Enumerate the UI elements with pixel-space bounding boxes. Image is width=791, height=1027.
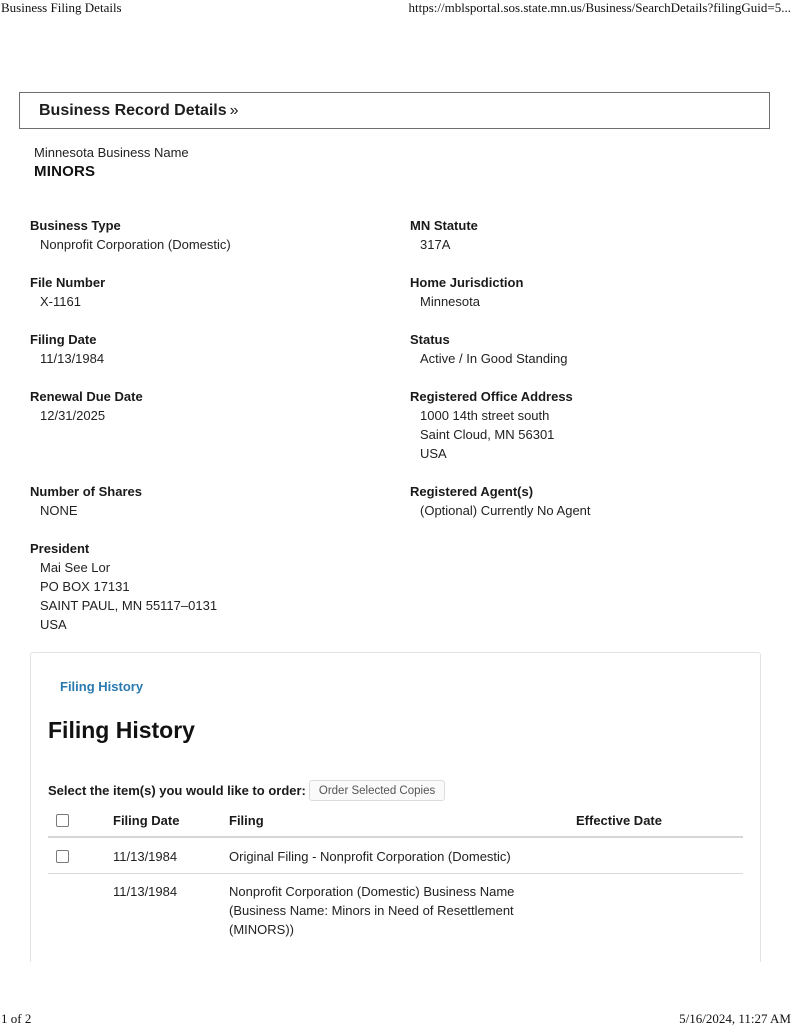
field-home-jurisdiction xyxy=(410,273,523,311)
row-filing-line: Original Filing - Nonprofit Corporation (Domestic) xyxy=(229,847,549,866)
filing-history-panel xyxy=(30,652,761,962)
field-label: Business Type xyxy=(30,216,231,235)
field-mn-statute xyxy=(410,216,478,254)
president-address-line: USA xyxy=(40,615,217,634)
field-label: Status xyxy=(410,330,567,349)
president-name: Mai See Lor xyxy=(40,558,217,577)
row-filing-line: (Business Name: Minors in Need of Resettlement xyxy=(229,901,549,920)
field-value: NONE xyxy=(40,501,142,520)
field-value: 12/31/2025 xyxy=(40,406,143,425)
row-filing-description xyxy=(229,847,549,866)
business-name-label: Minnesota Business Name xyxy=(34,145,189,160)
row-filing-line: Nonprofit Corporation (Domestic) Business Name xyxy=(229,882,549,901)
business-record-header xyxy=(19,92,770,129)
field-value: 11/13/1984 xyxy=(40,349,104,368)
president-address-line: SAINT PAUL, MN 55117–0131 xyxy=(40,596,217,615)
print-header-title: Business Filing Details xyxy=(1,0,122,16)
field-value: X-1161 xyxy=(40,292,105,311)
print-header-url: https://mblsportal.sos.state.mn.us/Business/SearchDetails?filingGuid=5... xyxy=(409,0,791,16)
filing-history-heading: Filing History xyxy=(48,717,195,744)
field-file-number xyxy=(30,273,105,311)
field-status xyxy=(410,330,567,368)
address-line: Saint Cloud, MN 56301 xyxy=(420,425,573,444)
business-name-value: MINORS xyxy=(34,163,95,180)
field-filing-date xyxy=(30,330,104,368)
order-selected-copies-button[interactable]: Order Selected Copies xyxy=(309,780,445,801)
field-number-of-shares xyxy=(30,482,142,520)
row-filing-date: 11/13/1984 xyxy=(113,847,177,866)
table-row xyxy=(48,874,743,954)
field-renewal-due-date xyxy=(30,387,143,425)
table-row xyxy=(48,838,743,874)
order-prompt-label: Select the item(s) you would like to order: xyxy=(48,783,306,798)
filing-history-table xyxy=(48,808,743,954)
row-filing-description xyxy=(229,882,549,939)
column-header-filing-date[interactable]: Filing Date xyxy=(113,811,179,830)
address-line: USA xyxy=(420,444,573,463)
field-label: Filing Date xyxy=(30,330,104,349)
chevron-right-icon: » xyxy=(230,102,239,119)
field-label: File Number xyxy=(30,273,105,292)
field-label: Renewal Due Date xyxy=(30,387,143,406)
row-select-checkbox[interactable] xyxy=(56,850,69,863)
print-footer-page: 1 of 2 xyxy=(1,1011,31,1027)
row-filing-date: 11/13/1984 xyxy=(113,882,177,901)
field-president xyxy=(30,539,217,634)
field-label: Number of Shares xyxy=(30,482,142,501)
field-label: President xyxy=(30,539,217,558)
field-business-type xyxy=(30,216,231,254)
column-header-filing[interactable]: Filing xyxy=(229,811,549,830)
field-registered-office-address xyxy=(410,387,573,463)
column-header-effective-date[interactable]: Effective Date xyxy=(576,811,662,830)
record-title-text: Business Record Details xyxy=(39,102,227,119)
select-all-cell xyxy=(56,811,69,827)
print-footer-timestamp: 5/16/2024, 11:27 AM xyxy=(679,1011,791,1027)
select-all-checkbox[interactable] xyxy=(56,814,69,827)
field-value: Nonprofit Corporation (Domestic) xyxy=(40,235,231,254)
address-line: 1000 14th street south xyxy=(420,406,573,425)
field-label: MN Statute xyxy=(410,216,478,235)
record-title[interactable] xyxy=(39,102,239,120)
field-value: 317A xyxy=(420,235,478,254)
field-label: Registered Agent(s) xyxy=(410,482,591,501)
row-filing-line: (MINORS)) xyxy=(229,920,549,939)
tab-filing-history[interactable]: Filing History xyxy=(60,679,143,694)
field-value: (Optional) Currently No Agent xyxy=(420,501,591,520)
field-registered-agents xyxy=(410,482,591,520)
row-select-cell xyxy=(56,847,69,863)
president-address-line: PO BOX 17131 xyxy=(40,577,217,596)
table-header-row xyxy=(48,808,743,838)
field-label: Home Jurisdiction xyxy=(410,273,523,292)
field-value: Minnesota xyxy=(420,292,523,311)
order-copies-row xyxy=(48,780,445,801)
field-label: Registered Office Address xyxy=(410,387,573,406)
status-value: Active / In Good Standing xyxy=(420,349,567,368)
